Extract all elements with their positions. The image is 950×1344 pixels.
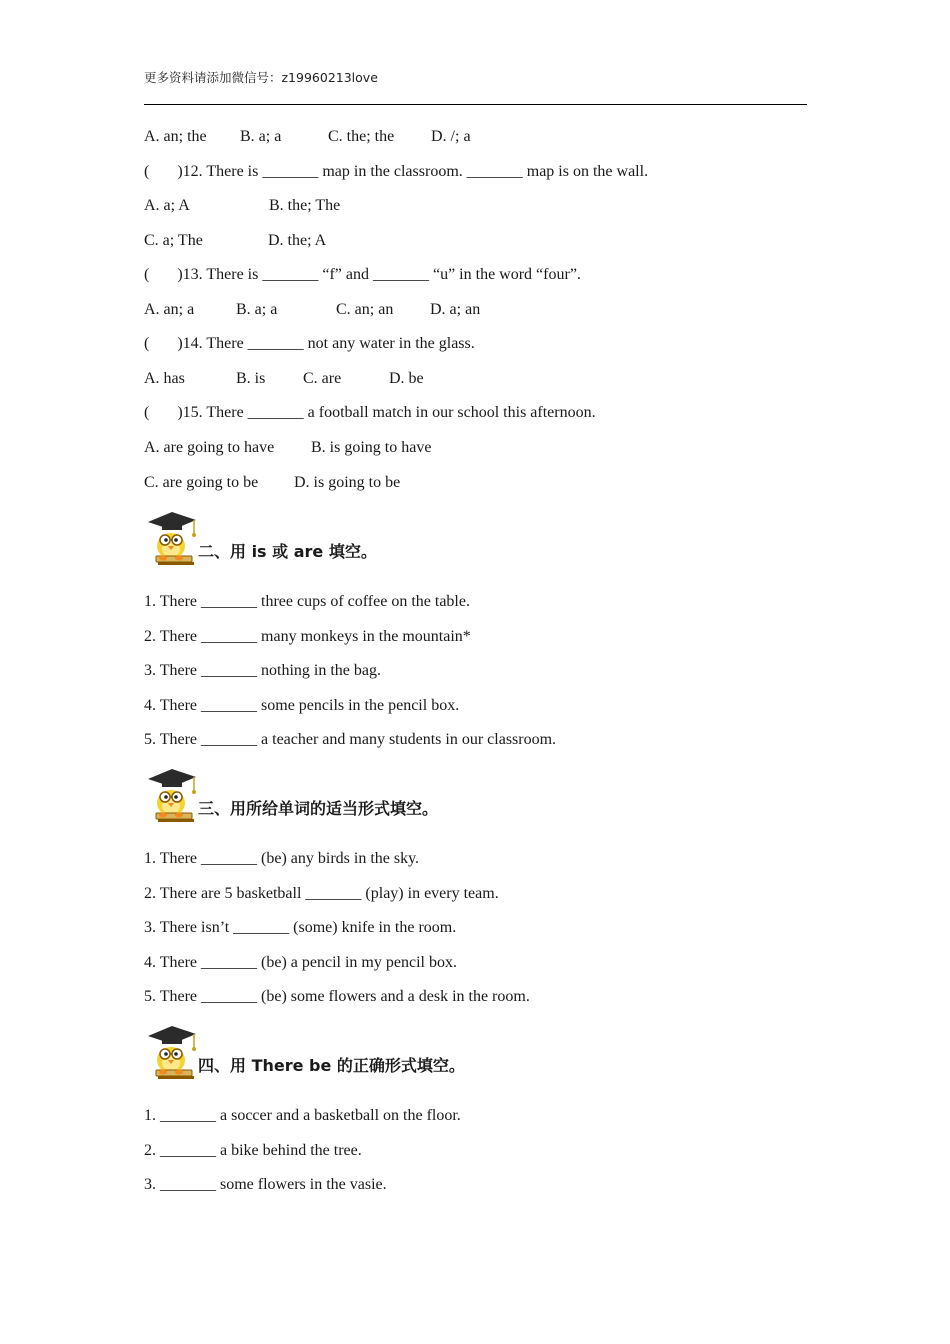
option-a: A. are going to have [144,439,275,456]
list-item: 5. There _______ (be) some flowers and a desk in the room. [144,988,530,1005]
scholar-mascot-icon [144,508,198,566]
section-2-heading [144,508,644,568]
list-item: 4. There _______ some pencils in the pencil box. [144,697,460,714]
option-c: C. an; an [336,301,394,318]
section-title: 三、用所给单词的适当形式填空。 [198,799,439,818]
option-a: A. has [144,370,185,387]
option-c: C. are [303,370,342,387]
section-3-heading [144,765,644,825]
section-title: 四、用 There be 的正确形式填空。 [198,1056,465,1075]
option-a: A. a; A [144,197,190,214]
option-b: B. is [236,370,266,387]
list-item: 4. There _______ (be) a pencil in my pencil box. [144,954,457,971]
question-13: ( )13. There is _______ “f” and _______ “u” in the word “four”. [144,266,581,283]
option-d: D. be [389,370,424,387]
option-d: D. a; an [430,301,481,318]
option-b: B. the; The [269,197,341,214]
option-a: A. an; a [144,301,195,318]
option-d: D. /; a [431,128,471,145]
list-item: 1. There _______ (be) any birds in the sky. [144,850,420,867]
option-a: A. an; the [144,128,207,145]
list-item: 3. _______ some flowers in the vasie. [144,1176,387,1193]
option-d: D. the; A [268,232,327,249]
option-c: C. are going to be [144,474,259,491]
option-b: B. a; a [236,301,278,318]
list-item: 1. _______ a soccer and a basketball on the floor. [144,1107,461,1124]
header-contact-text: 更多资料请添加微信号：z19960213love [144,70,378,85]
section-title: 二、用 is 或 are 填空。 [198,542,377,561]
option-c: C. the; the [328,128,395,145]
header-divider [144,104,807,105]
option-d: D. is going to be [294,474,401,491]
scholar-mascot-icon [144,765,198,823]
list-item: 5. There _______ a teacher and many students in our classroom. [144,731,557,748]
list-item: 3. There isn’t _______ (some) knife in the room. [144,919,457,936]
list-item: 2. _______ a bike behind the tree. [144,1142,362,1159]
list-item: 2. There are 5 basketball _______ (play) in every team. [144,885,499,902]
list-item: 1. There _______ three cups of coffee on the table. [144,593,470,610]
question-15: ( )15. There _______ a football match in our school this afternoon. [144,404,596,421]
option-c: C. a; The [144,232,203,249]
list-item: 3. There _______ nothing in the bag. [144,662,381,679]
list-item: 2. There _______ many monkeys in the mountain* [144,628,471,645]
section-4-heading [144,1022,644,1082]
question-12: ( )12. There is _______ map in the classroom. _______ map is on the wall. [144,163,649,180]
question-14: ( )14. There _______ not any water in the glass. [144,335,475,352]
scholar-mascot-icon [144,1022,198,1080]
option-b: B. is going to have [311,439,432,456]
option-b: B. a; a [240,128,282,145]
